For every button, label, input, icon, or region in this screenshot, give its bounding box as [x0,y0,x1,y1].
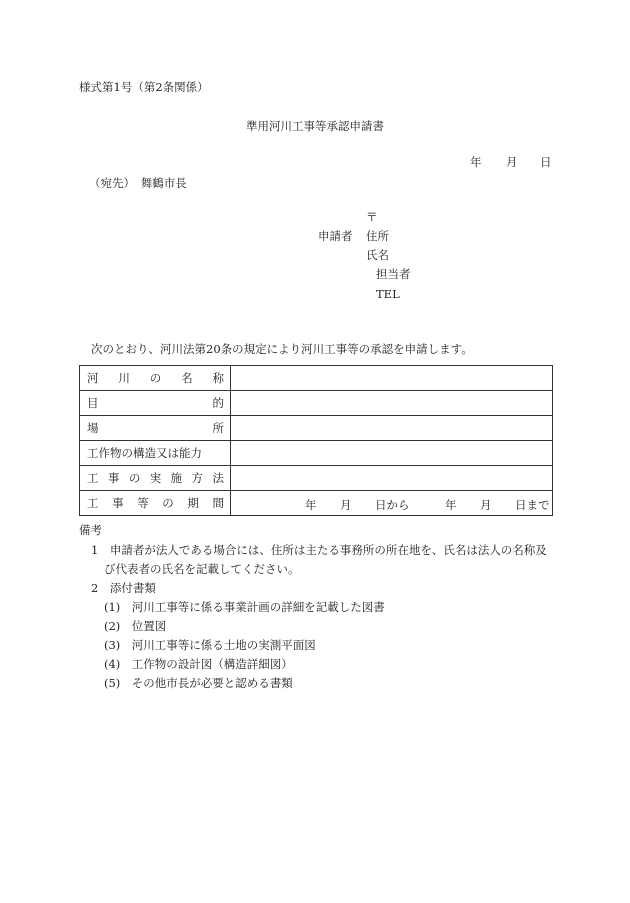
table-row [80,391,553,416]
form-number: 様式第1号（第2条関係） [79,80,209,94]
attachment-item: (3) 河川工事等に係る土地の実測平面図 [104,638,316,652]
postal-mark: 〒 [366,210,378,224]
notes-heading: 備考 [79,523,102,537]
period-end-year: 年 [445,498,457,512]
attachment-item: (1) 河川工事等に係る事業計画の詳細を記載した図書 [104,600,385,614]
date-month: 月 [506,155,518,169]
note-item-1: 1 申請者が法人である場合には、住所は主たる事務所の所在地を、氏名は法人の名称及 [91,543,547,557]
addressee: （宛先） 舞鶴市長 [89,176,187,190]
row-value-period[interactable] [231,491,553,516]
table-row [80,366,553,391]
row-label-method: 工 事 の 実 施 方 法 [87,471,224,485]
attachment-item: (2) 位置図 [104,619,167,633]
intro-text: 次のとおり、河川法第20条の規定により河川工事等の承認を申請します。 [91,342,473,356]
table-row [80,416,553,441]
applicant-label: 申請者 [318,229,353,243]
person-in-charge-label: 担当者 [376,267,411,281]
row-value-location[interactable] [231,416,553,441]
attachment-item: (4) 工作物の設計図（構造詳細図） [104,657,293,671]
row-label-location: 場 所 [87,421,224,435]
note-item-1-continued: び代表者の氏名を記載してください。 [104,562,300,576]
table-row [80,466,553,491]
period-end-day: 日まで [515,498,550,512]
period-start-day: 日から [375,498,410,512]
period-end-month: 月 [480,498,492,512]
date-year: 年 [470,155,482,169]
address-label: 住所 [366,229,389,243]
row-label-river-name: 河 川 の 名 称 [87,371,224,385]
period-start-year: 年 [305,498,317,512]
attachment-item: (5) その他市長が必要と認める書類 [104,676,293,690]
row-value-river-name[interactable] [231,366,553,391]
row-value-purpose[interactable] [231,391,553,416]
period-start-month: 月 [340,498,352,512]
note-item-2: 2 添付書類 [91,581,156,595]
row-value-structure[interactable] [231,441,553,466]
document-title: 準用河川工事等承認申請書 [246,119,384,133]
name-label: 氏名 [366,248,389,262]
table-row [80,441,553,466]
row-value-method[interactable] [231,466,553,491]
table-row [80,491,553,516]
row-label-purpose: 目 的 [87,396,224,410]
tel-label: TEL [376,287,400,301]
row-label-structure: 工作物の構造又は能力 [87,446,202,460]
application-table [79,365,553,516]
row-label-period: 工 事 等 の 期 間 [87,496,224,510]
date-day: 日 [540,155,552,169]
